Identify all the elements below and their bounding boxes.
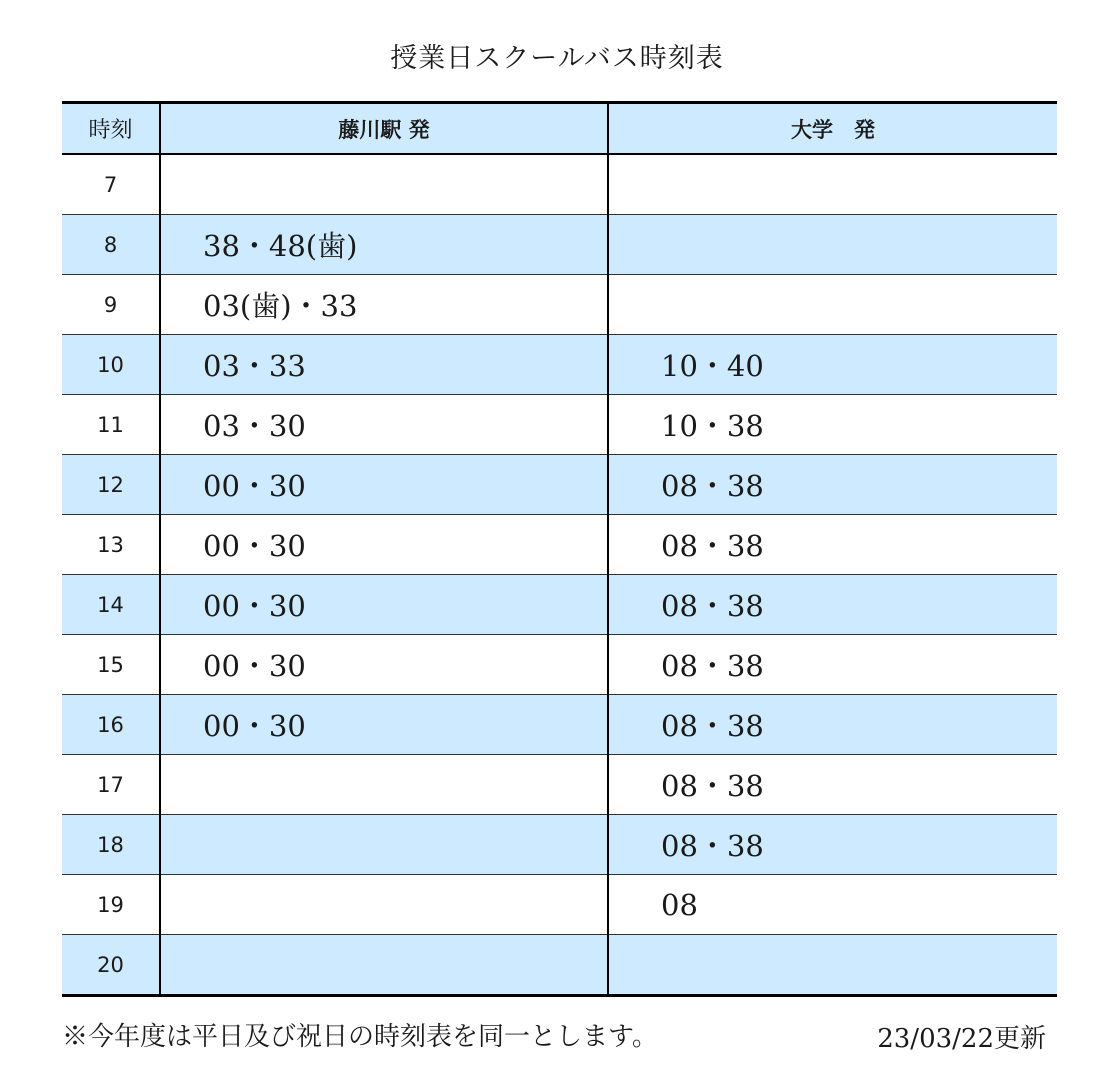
university-departure-cell: 10・40 bbox=[608, 335, 1057, 395]
table-row bbox=[62, 455, 1057, 515]
table-row bbox=[62, 275, 1057, 335]
table-row bbox=[62, 395, 1057, 455]
hour-cell: 13 bbox=[62, 515, 160, 575]
university-departure-cell: 08・38 bbox=[608, 695, 1057, 755]
university-departure-cell bbox=[608, 154, 1057, 215]
table-row bbox=[62, 154, 1057, 215]
hour-cell: 15 bbox=[62, 635, 160, 695]
table-row bbox=[62, 695, 1057, 755]
university-departure-cell: 08・38 bbox=[608, 515, 1057, 575]
table-row bbox=[62, 635, 1057, 695]
table-header-row bbox=[62, 103, 1057, 155]
university-departure-cell bbox=[608, 215, 1057, 275]
footnote: ※今年度は平日及び祝日の時刻表を同一とします。 bbox=[62, 1022, 658, 1052]
hour-cell: 16 bbox=[62, 695, 160, 755]
fujisawa-departure-cell: 00・30 bbox=[160, 455, 608, 515]
fujisawa-departure-cell: 00・30 bbox=[160, 575, 608, 635]
fujisawa-departure-cell: 00・30 bbox=[160, 635, 608, 695]
column-header-hour: 時刻 bbox=[62, 103, 160, 155]
university-departure-cell: 08・38 bbox=[608, 575, 1057, 635]
university-departure-cell bbox=[608, 935, 1057, 996]
university-departure-cell bbox=[608, 275, 1057, 335]
university-departure-cell: 08 bbox=[608, 875, 1057, 935]
university-departure-cell: 08・38 bbox=[608, 755, 1057, 815]
hour-cell: 9 bbox=[62, 275, 160, 335]
table-row bbox=[62, 755, 1057, 815]
hour-cell: 20 bbox=[62, 935, 160, 996]
table-row bbox=[62, 335, 1057, 395]
table-row bbox=[62, 815, 1057, 875]
table-row bbox=[62, 875, 1057, 935]
hour-cell: 7 bbox=[62, 154, 160, 215]
table-row bbox=[62, 215, 1057, 275]
hour-cell: 14 bbox=[62, 575, 160, 635]
hour-cell: 17 bbox=[62, 755, 160, 815]
fujisawa-departure-cell: 03・30 bbox=[160, 395, 608, 455]
fujisawa-departure-cell: 38・48(歯) bbox=[160, 215, 608, 275]
hour-cell: 10 bbox=[62, 335, 160, 395]
table-row bbox=[62, 575, 1057, 635]
fujisawa-departure-cell: 03・33 bbox=[160, 335, 608, 395]
university-departure-cell: 08・38 bbox=[608, 455, 1057, 515]
fujisawa-departure-cell bbox=[160, 154, 608, 215]
fujisawa-departure-cell bbox=[160, 935, 608, 996]
fujisawa-departure-cell: 00・30 bbox=[160, 515, 608, 575]
updated-date: 23/03/22更新 bbox=[877, 1024, 1046, 1054]
university-departure-cell: 10・38 bbox=[608, 395, 1057, 455]
column-header-university: 大学 発 bbox=[608, 103, 1057, 155]
hour-cell: 8 bbox=[62, 215, 160, 275]
fujisawa-departure-cell: 00・30 bbox=[160, 695, 608, 755]
fujisawa-departure-cell: 03(歯)・33 bbox=[160, 275, 608, 335]
hour-cell: 18 bbox=[62, 815, 160, 875]
table-row bbox=[62, 935, 1057, 996]
fujisawa-departure-cell bbox=[160, 755, 608, 815]
university-departure-cell: 08・38 bbox=[608, 815, 1057, 875]
timetable bbox=[62, 101, 1057, 997]
hour-cell: 19 bbox=[62, 875, 160, 935]
column-header-fujisawa: 藤川駅 発 bbox=[160, 103, 608, 155]
page-title: 授業日スクールバス時刻表 bbox=[390, 43, 724, 74]
fujisawa-departure-cell bbox=[160, 875, 608, 935]
hour-cell: 11 bbox=[62, 395, 160, 455]
table-row bbox=[62, 515, 1057, 575]
hour-cell: 12 bbox=[62, 455, 160, 515]
university-departure-cell: 08・38 bbox=[608, 635, 1057, 695]
fujisawa-departure-cell bbox=[160, 815, 608, 875]
